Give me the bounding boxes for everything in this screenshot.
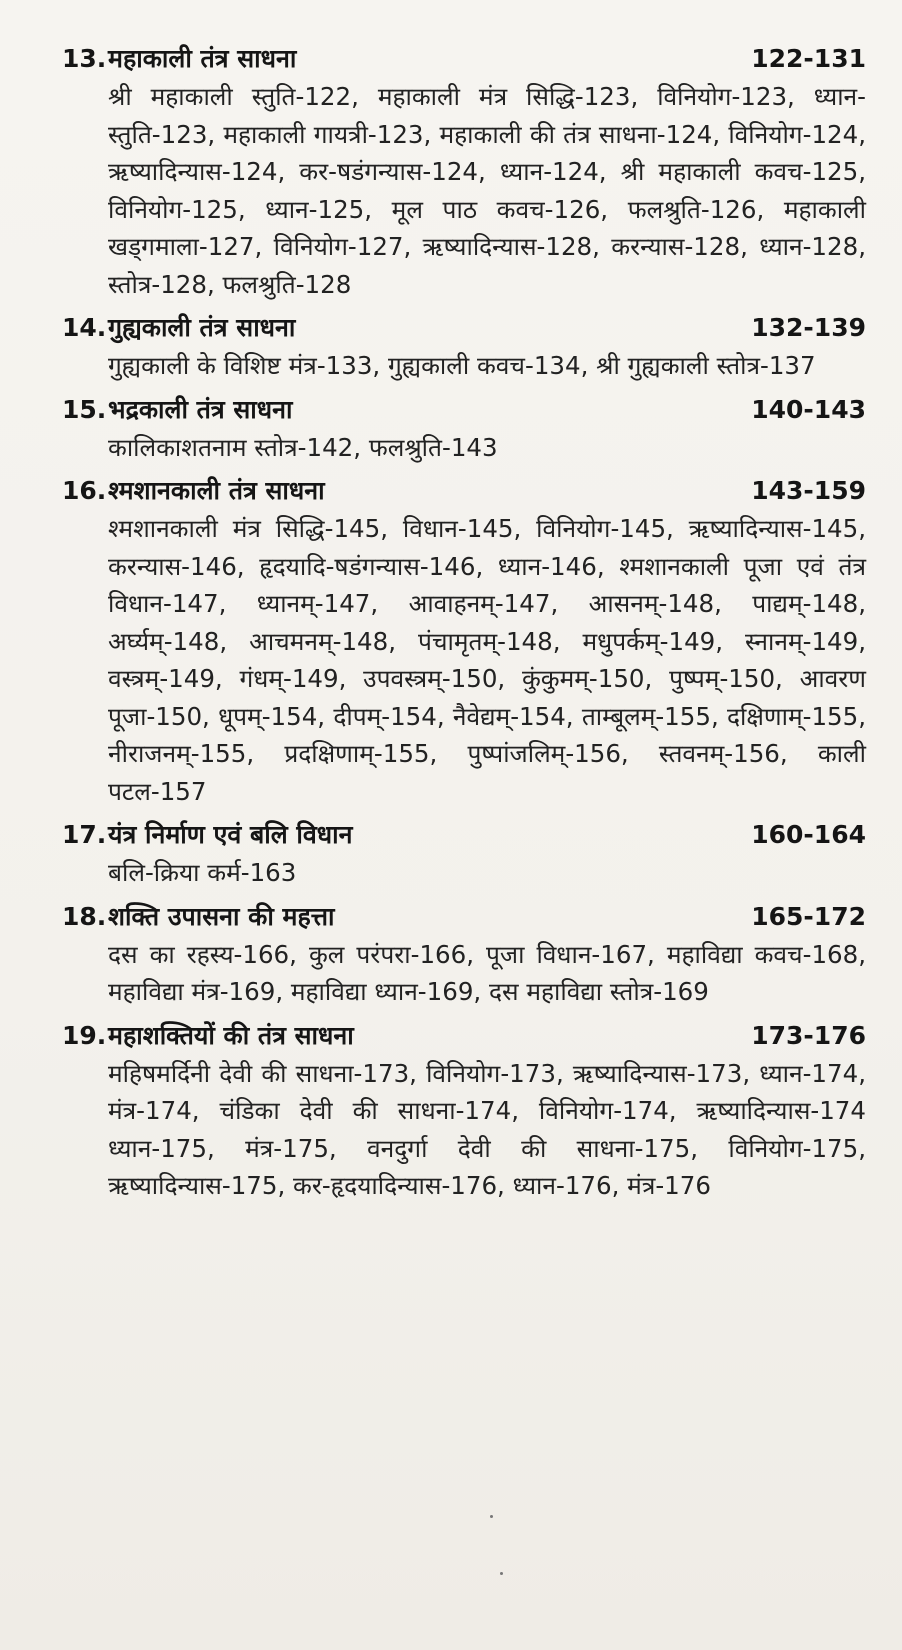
toc-heading-left <box>62 816 353 854</box>
paper-speck <box>500 1572 503 1575</box>
toc-heading-left <box>62 40 296 78</box>
toc-number: 19. <box>62 1020 107 1050</box>
toc-number: 17. <box>62 820 107 849</box>
toc-title: यंत्र निर्माण एवं बलि विधान <box>108 820 353 849</box>
toc-heading-left <box>62 391 293 429</box>
toc-page-range: 160-164 <box>751 820 866 849</box>
toc-heading <box>62 391 866 429</box>
toc-title: महाशक्तियों की तंत्र साधना <box>108 1020 354 1050</box>
toc-heading <box>62 816 866 854</box>
toc-section <box>62 309 866 385</box>
toc-title: भद्रकाली तंत्र साधना <box>108 394 293 424</box>
toc-section <box>62 391 866 467</box>
toc-heading <box>62 40 866 78</box>
toc-number: 18. <box>62 901 107 931</box>
toc-page-range: 140-143 <box>751 394 866 424</box>
toc-entries: गुह्यकाली के विशिष्ट मंत्र-133, गुह्यकाली कवच-134, श्री गुह्यकाली स्तोत्र-137 <box>108 351 816 380</box>
toc-heading <box>62 898 866 936</box>
toc-title: शक्ति उपासना की महत्ता <box>108 901 335 931</box>
toc-heading-left <box>62 472 325 510</box>
toc-section <box>62 898 866 1011</box>
toc-number: 15. <box>62 394 107 424</box>
toc-section <box>62 816 866 892</box>
toc-title: महाकाली तंत्र साधना <box>108 44 297 73</box>
toc-page-range: 173-176 <box>751 1020 866 1050</box>
toc-title: श्मशानकाली तंत्र साधना <box>108 476 325 505</box>
toc-section <box>62 1017 866 1205</box>
toc-section <box>62 472 866 810</box>
toc-number: 13. <box>62 44 107 73</box>
toc-page-range: 143-159 <box>751 476 866 505</box>
toc-title: गुह्यकाली तंत्र साधना <box>108 313 296 342</box>
paper-speck <box>490 1515 493 1518</box>
toc-page-range: 165-172 <box>751 901 866 931</box>
toc-entries: श्मशानकाली मंत्र सिद्धि-145, विधान-145, विनियोग-145, ऋष्यादिन्यास-145, करन्यास-146, हृदयादि-षडंगन्यास-146, ध्यान-146, श्मशानकाली पूजा एवं तंत्र विधान-147, ध्यानम्-147, आवाहनम्-147, आसनम्-148, पाद्यम्-148, अर्घ्यम्-148, आचमनम्-148, पंचामृतम्-148, मधुपर्कम्-149, स्नानम्-149, वस्त्रम्-149, गंधम्-149, उपवस्त्रम्-150, कुंकुमम्-150, पुष्पम्-150, आवरण पूजा-150, धूपम्-154, दीपम्-154, नैवेद्यम्-154, ताम्बूलम्-155, दक्षिणाम्-155, नीराजनम्-155, प्रदक्षिणाम्-155, पुष्पांजलिम्-156, स्तवनम्-156, काली पटल-157 <box>108 514 866 806</box>
toc-entries: दस का रहस्य-166, कुल परंपरा-166, पूजा विधान-167, महाविद्या कवच-168, महाविद्या मंत्र-169, महाविद्या ध्यान-169, दस महाविद्या स्तोत्र-169 <box>108 939 866 1006</box>
toc-section <box>62 40 866 303</box>
toc-heading <box>62 309 866 347</box>
toc-number: 14. <box>62 313 107 342</box>
toc-page-range: 122-131 <box>751 44 866 73</box>
toc-heading-left <box>62 309 295 347</box>
toc-heading-left <box>62 898 335 936</box>
toc-page-range: 132-139 <box>751 313 866 342</box>
toc-heading <box>62 472 866 510</box>
toc-entries: कालिकाशतनाम स्तोत्र-142, फलश्रुति-143 <box>108 432 498 462</box>
toc-heading-left <box>62 1017 354 1055</box>
toc-heading <box>62 1017 866 1055</box>
toc-entries: बलि-क्रिया कर्म-163 <box>108 858 297 887</box>
table-of-contents <box>62 40 866 1205</box>
toc-number: 16. <box>62 476 107 505</box>
toc-entries: श्री महाकाली स्तुति-122, महाकाली मंत्र सिद्धि-123, विनियोग-123, ध्यान-स्तुति-123, महाकाली गायत्री-123, महाकाली की तंत्र साधना-124, विनियोग-124, ऋष्यादिन्यास-124, कर-षडंगन्यास-124, ध्यान-124, श्री महाकाली कवच-125, विनियोग-125, ध्यान-125, मूल पाठ कवच-126, फलश्रुति-126, महाकाली खड्गमाला-127, विनियोग-127, ऋष्यादिन्यास-128, करन्यास-128, ध्यान-128, स्तोत्र-128, फलश्रुति-128 <box>108 82 866 299</box>
toc-entries: महिषमर्दिनी देवी की साधना-173, विनियोग-173, ऋष्यादिन्यास-173, ध्यान-174, मंत्र-174, चंडिका देवी की साधना-174, विनियोग-174, ऋष्यादिन्यास-174 ध्यान-175, मंत्र-175, वनदुर्गा देवी की साधना-175, विनियोग-175, ऋष्यादिन्यास-175, कर-हृदयादिन्यास-176, ध्यान-176, मंत्र-176 <box>108 1058 866 1200</box>
